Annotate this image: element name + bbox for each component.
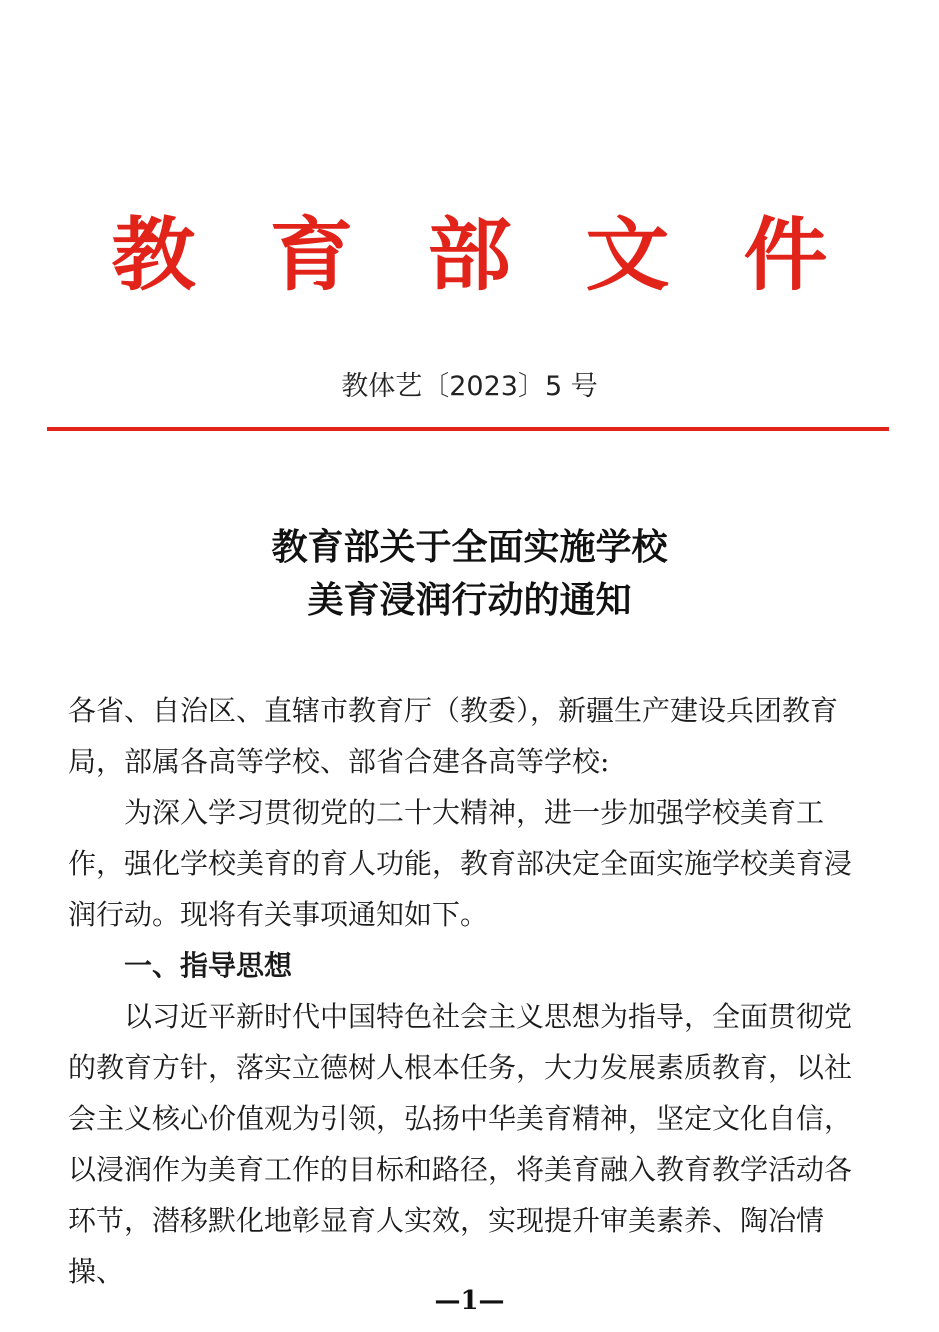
header-char-2: 育	[269, 208, 354, 302]
intro-paragraph: 为深入学习贯彻党的二十大精神，进一步加强学校美育工作，强化学校美育的育人功能，教育部决定全面实施学校美育浸润行动。现将有关事项通知如下。	[68, 796, 853, 931]
red-divider-line	[47, 427, 889, 431]
document-header-title	[0, 205, 939, 305]
page-number: —1—	[434, 1286, 505, 1316]
document-body	[68, 685, 873, 1297]
section-1-paragraph: 以习近平新时代中国特色社会主义思想为指导，全面贯彻党的教育方针，落实立德树人根本任务，大力发展素质教育，以社会主义核心价值观为引领，弘扬中华美育精神，坚定文化自信，以浸润作为美育工作的目标和路径，将美育融入教育教学活动各环节，潜移默化地彰显育人实效，实现提升审美素养、陶冶情操、	[68, 1000, 853, 1288]
notice-title-line-1: 教育部关于全面实施学校	[271, 527, 668, 568]
notice-title-line-2: 美育浸润行动的通知	[307, 580, 632, 621]
header-char-3: 部	[427, 208, 512, 302]
notice-title	[0, 521, 939, 627]
document-number: 教体艺〔2023〕5 号	[341, 371, 598, 402]
header-char-5: 件	[743, 208, 828, 302]
header-char-4: 文	[585, 208, 670, 302]
section-1-heading: 一、指导思想	[124, 949, 293, 982]
recipients-paragraph: 各省、自治区、直辖市教育厅（教委），新疆生产建设兵团教育局，部属各高等学校、部省合建各高等学校:	[68, 694, 839, 778]
header-char-1: 教	[111, 208, 196, 302]
